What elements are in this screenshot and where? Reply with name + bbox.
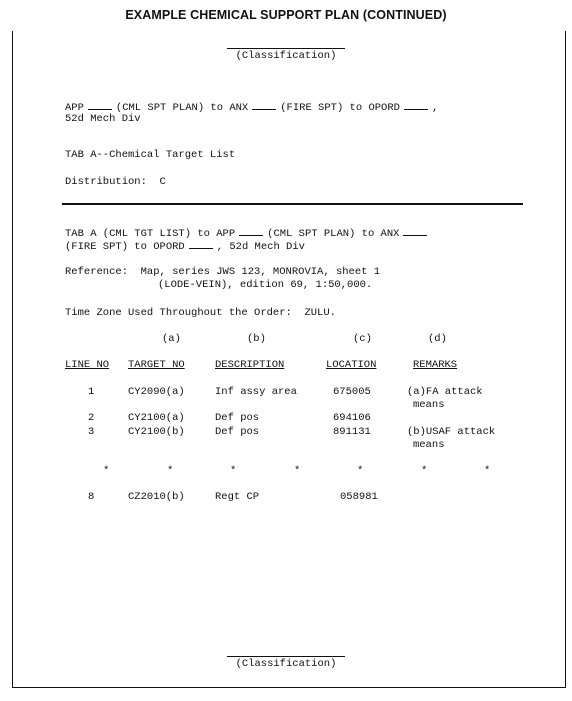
row-1-remarks-cont: means xyxy=(413,399,445,411)
section-separator xyxy=(62,203,523,205)
blank-field xyxy=(239,226,263,236)
row-2-description: Def pos xyxy=(215,412,260,424)
classification-bottom xyxy=(0,656,572,671)
tab-line-2-b: , 52d Mech Div xyxy=(216,241,305,253)
cover-app: APP xyxy=(65,102,84,114)
column-letter-c: (c) xyxy=(353,333,372,345)
cover-fire-spt: (FIRE SPT) to OPORD xyxy=(280,102,400,114)
cover-distribution: Distribution: C xyxy=(65,176,166,188)
row-1-description: Inf assy area xyxy=(215,386,297,398)
blank-field xyxy=(252,100,276,110)
row-2-location: 694106 xyxy=(333,412,371,424)
cover-line-2: 52d Mech Div xyxy=(65,113,141,125)
row-8-target: CZ2010(b) xyxy=(128,491,185,503)
row-2-target: CY2100(a) xyxy=(128,412,185,424)
row-1-remarks: (a)FA attack xyxy=(407,386,483,398)
cover-comma: , xyxy=(431,102,439,114)
tab-line-2-a: (FIRE SPT) to OPORD xyxy=(65,241,185,253)
reference-line-2: (LODE-VEIN), edition 69, 1:50,000. xyxy=(158,279,373,291)
row-8-description: Regt CP xyxy=(215,491,260,503)
row-1-location: 675005 xyxy=(333,386,371,398)
ellipsis-mark: * xyxy=(103,465,110,477)
cover-anx: (CML SPT PLAN) to ANX xyxy=(115,102,249,114)
blank-field xyxy=(88,100,112,110)
classification-top-rule xyxy=(227,48,345,49)
ellipsis-mark: * xyxy=(484,465,491,477)
row-3-remarks: (b)USAF attack xyxy=(407,426,496,438)
ellipsis-mark: * xyxy=(357,465,364,477)
row-2-line: 2 xyxy=(88,412,95,424)
classification-bottom-label: (Classification) xyxy=(235,658,337,670)
header-description: DESCRIPTION xyxy=(215,359,285,371)
header-target-no: TARGET NO xyxy=(128,359,185,371)
reference-line-1: Reference: Map, series JWS 123, MONROVIA, sheet 1 xyxy=(65,266,381,278)
classification-bottom-rule xyxy=(227,656,345,657)
column-letter-b: (b) xyxy=(247,333,266,345)
page-title: EXAMPLE CHEMICAL SUPPORT PLAN (CONTINUED) xyxy=(125,8,447,22)
column-letter-a: (a) xyxy=(162,333,181,345)
row-3-remarks-cont: means xyxy=(413,439,445,451)
tab-line-2 xyxy=(65,239,305,254)
row-8-line: 8 xyxy=(88,491,95,503)
blank-field xyxy=(404,100,428,110)
row-3-description: Def pos xyxy=(215,426,260,438)
ellipsis-mark: * xyxy=(294,465,301,477)
header-line-no: LINE NO xyxy=(65,359,110,371)
header-remarks: REMARKS xyxy=(413,359,458,371)
row-1-target: CY2090(a) xyxy=(128,386,185,398)
row-3-target: CY2100(b) xyxy=(128,426,185,438)
tab-line-1-a: TAB A (CML TGT LIST) to APP xyxy=(65,228,236,240)
row-3-line: 3 xyxy=(88,426,95,438)
time-zone-line: Time Zone Used Throughout the Order: ZULU. xyxy=(65,307,336,319)
ellipsis-mark: * xyxy=(421,465,428,477)
row-8-location: 058981 xyxy=(340,491,378,503)
column-letter-d: (d) xyxy=(428,333,447,345)
blank-field xyxy=(189,239,213,249)
ellipsis-mark: * xyxy=(167,465,174,477)
header-location: LOCATION xyxy=(326,359,377,371)
row-1-line: 1 xyxy=(88,386,95,398)
tab-line-1-b: (CML SPT PLAN) to ANX xyxy=(267,228,400,240)
ellipsis-mark: * xyxy=(230,465,237,477)
blank-field xyxy=(403,226,427,236)
cover-tab-title: TAB A--Chemical Target List xyxy=(65,149,236,161)
row-3-location: 891131 xyxy=(333,426,371,438)
classification-top xyxy=(0,48,572,63)
classification-top-label: (Classification) xyxy=(235,50,337,62)
